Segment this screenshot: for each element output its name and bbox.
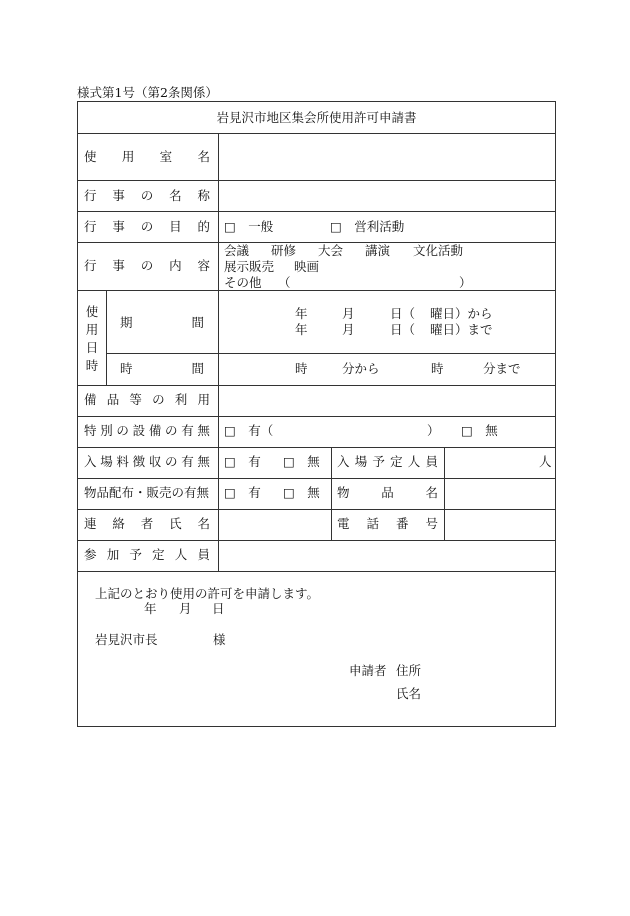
content-option-cultural[interactable]: 文化活動 [413,243,464,258]
event-name-field[interactable] [220,182,553,210]
content-option-training[interactable]: 研修 [271,243,297,258]
special-equipment-has-checkbox[interactable]: □ 有（ [224,423,274,438]
time-start-minute: 分から [342,361,380,376]
goods-name-field[interactable] [446,480,553,508]
addressee-honorific: 様 [213,632,226,647]
contact-name-field[interactable] [220,511,330,539]
declaration-month: 月 [179,601,192,616]
phone-number-field[interactable] [446,511,553,539]
equipment-label: 備 品 等 の 利 用 [84,392,210,407]
phone-number-label: 電 話 番 号 [337,516,438,531]
time-label: 時 間 [120,361,204,376]
expected-attendance-unit: 人 [539,454,552,469]
content-other-field[interactable] [293,275,463,290]
goods-has-checkbox[interactable]: □ 有 [224,485,261,500]
participants-label: 参 加 予 定 人 員 [84,547,210,562]
special-equipment-paren-close: ） [427,423,440,438]
period-end-day: 日（ [390,322,416,337]
content-other-paren-close: ） [459,275,472,290]
purpose-general-checkbox[interactable]: □ 一般 [224,219,274,234]
participants-field[interactable] [220,542,553,570]
applicant-label: 申請者 [349,663,387,678]
use-datetime-label: 使 用 日 時 [85,304,99,373]
admission-fee-none-checkbox[interactable]: □ 無 [283,454,320,469]
event-name-label: 行 事 の 名 称 [84,188,210,203]
room-label: 使 用 室 名 [84,149,210,164]
content-option-convention[interactable]: 大会 [318,243,344,258]
period-start-day: 日（ [390,306,416,321]
declaration-text: 上記のとおり使用の許可を申請します。 [95,586,320,601]
special-equipment-label: 特 別 の 設 備 の 有 無 [84,423,210,438]
time-start-hour: 時 [295,361,308,376]
period-start-weekday: 曜日）から [430,306,493,321]
applicant-name-label: 氏名 [396,686,422,701]
content-label: 行 事 の 内 容 [84,258,210,273]
content-option-film[interactable]: 映画 [294,259,320,274]
time-end-hour: 時 [431,361,444,376]
declaration-year: 年 [144,601,157,616]
declaration-day: 日 [212,601,225,616]
purpose-commercial-checkbox[interactable]: □ 営利活動 [330,219,405,234]
contact-name-label: 連 絡 者 氏 名 [84,516,210,531]
admission-fee-label: 入 場 料 徴 収 の 有 無 [84,454,210,469]
content-other-paren-open: （ [278,275,291,290]
content-option-exhibition[interactable]: 展示販売 [224,259,275,274]
content-option-meeting[interactable]: 会議 [224,243,250,258]
admission-fee-has-checkbox[interactable]: □ 有 [224,454,261,469]
content-other-label: その他 [224,275,262,290]
room-field[interactable] [220,135,553,179]
goods-name-label: 物 品 名 [337,485,438,500]
purpose-label: 行 事 の 目 的 [84,219,210,234]
period-start-year: 年 [295,306,308,321]
period-start-month: 月 [342,306,355,321]
period-end-month: 月 [342,322,355,337]
time-end-minute: 分まで [483,361,521,376]
content-option-lecture[interactable]: 講演 [365,243,391,258]
goods-label: 物品配布・販売の有無 [84,485,210,500]
applicant-address-label: 住所 [396,663,422,678]
period-label: 期 間 [120,315,204,330]
application-form [77,101,556,727]
form-number: 様式第1号（第2条関係） [77,85,218,100]
equipment-field[interactable] [220,387,553,415]
goods-none-checkbox[interactable]: □ 無 [283,485,320,500]
period-end-year: 年 [295,322,308,337]
expected-attendance-label: 入 場 予 定 人 員 [337,454,438,469]
addressee: 岩見沢市長 [95,632,158,647]
period-end-weekday: 曜日）まで [430,322,493,337]
special-equipment-none-checkbox[interactable]: □ 無 [461,423,498,438]
form-title: 岩見沢市地区集会所使用許可申請書 [216,110,417,125]
